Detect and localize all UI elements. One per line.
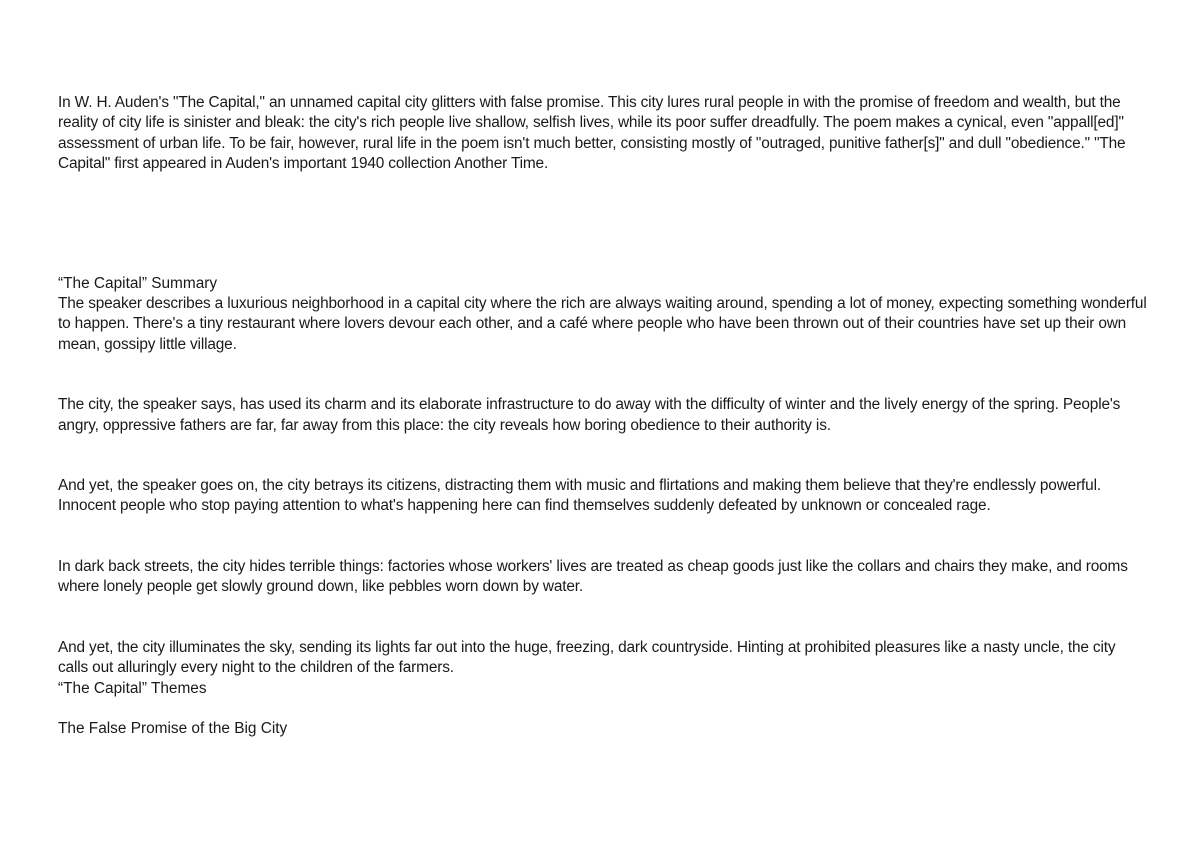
summary-paragraph: The city, the speaker says, has used its charm and its elaborate infrastructure to do away with the difficulty of winter and the lively energy of the spring. People's angry, oppressive fathers are far, far away from this place: the city reveals how boring obedience to their authority is.	[58, 396, 1121, 434]
themes-heading: “The Capital” Themes	[58, 679, 207, 697]
document-page	[58, 93, 1148, 739]
summary-paragraph: In dark back streets, the city hides terrible things: factories whose workers' lives are treated as cheap goods just like the collars and chairs they make, and rooms where lonely people get slowly ground down, like pebbles worn down by water.	[58, 557, 1128, 596]
summary-heading: “The Capital” Summary	[58, 274, 218, 292]
theme-title: The False Promise of the Big City	[58, 719, 288, 737]
intro-paragraph: In W. H. Auden's "The Capital," an unnamed capital city glitters with false promise. This city lures rural people in with the promise of freedom and wealth, but the reality of city life is sinister and bleak: the city's rich people live shallow, selfish lives, while its poor suffer dreadfully. The poem makes a cynical, even "appall[ed]" assessment of urban life. To be fair, however, rural life in the poem isn't much better, consisting mostly of "outraged, punitive father[s]" and dull "obedience." "The Capital" first appeared in Auden's important 1940 collection Another Time.	[58, 94, 1126, 173]
summary-paragraph: And yet, the speaker goes on, the city betrays its citizens, distracting them with music and flirtations and making them believe that they're endlessly powerful. Innocent people who stop paying attention to what's happening here can find themselves suddenly defeated by unknown or concealed rage.	[58, 477, 1101, 515]
summary-paragraph: And yet, the city illuminates the sky, sending its lights far out into the huge, freezing, dark countryside. Hinting at prohibited pleasures like a nasty uncle, the city calls out alluringly every night to the children of the farmers.	[58, 638, 1116, 677]
summary-paragraph: The speaker describes a luxurious neighborhood in a capital city where the rich are always waiting around, spending a lot of money, expecting something wonderful to happen. There's a tiny restaurant where lovers devour each other, and a café where people who have been thrown out of their countries have set up their own mean, gossipy little village.	[58, 295, 1147, 353]
